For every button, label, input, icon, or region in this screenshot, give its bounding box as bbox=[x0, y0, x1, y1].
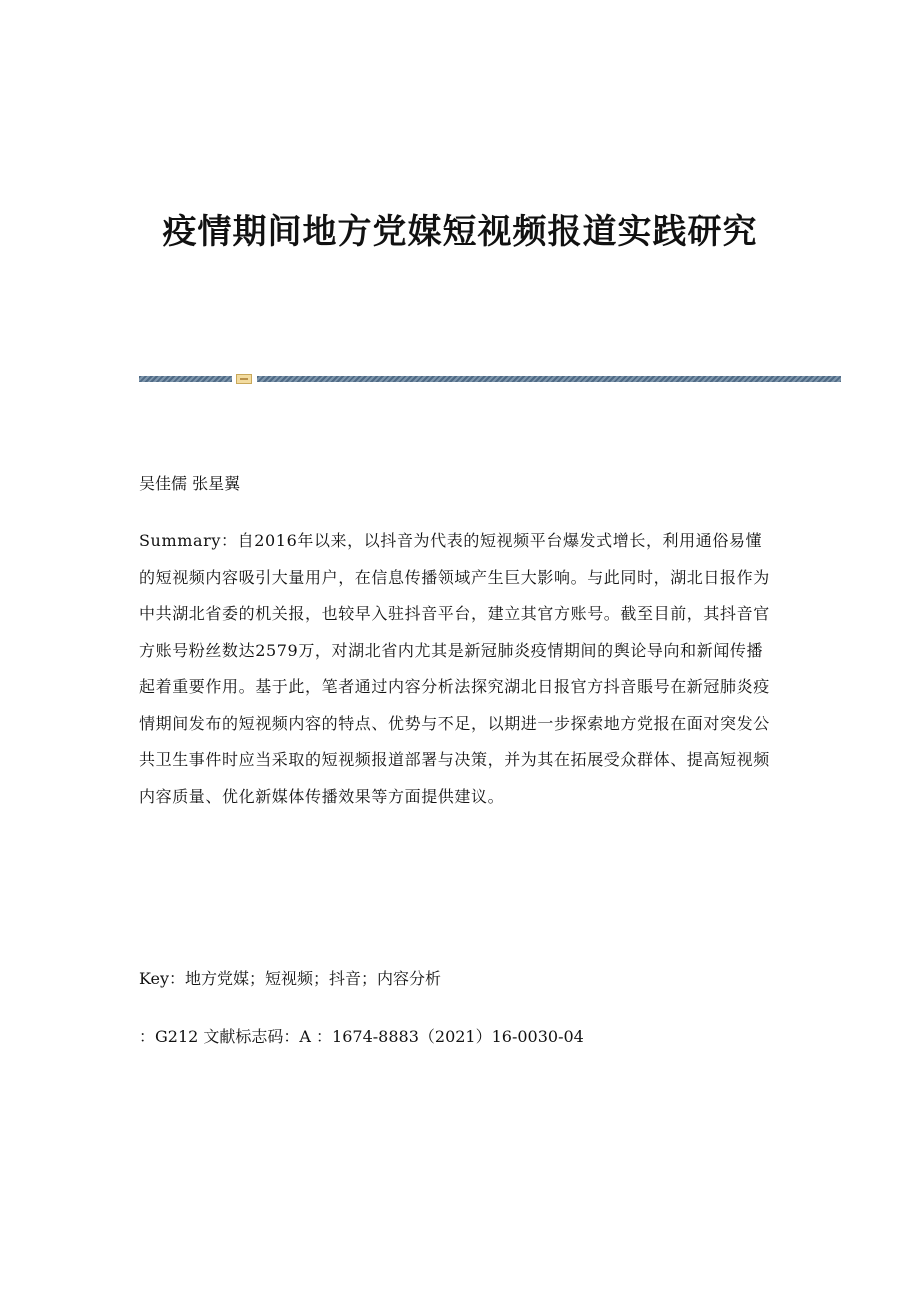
title-divider bbox=[139, 374, 841, 384]
summary-paragraph: Summary：自2016年以来，以抖音为代表的短视频平台爆发式增长，利用通俗易懂的短视频内容吸引大量用户，在信息传播领域产生巨大影响。与此同时，湖北日报作为中共湖北省委的机关报，也较早入驻抖音平台，建立其官方账号。截至目前，其抖音官方账号粉丝数达2579万，对湖北省内尤其是新冠肺炎疫情期间的舆论导向和新闻传播起着重要作用。基于此，笔者通过内容分析法探究湖北日报官方抖音賬号在新冠肺炎疫情期间发布的短视频内容的特点、优势与不足，以期进一步探索地方党报在面对突发公共卫生事件时应当采取的短视频报道部署与决策，并为其在拓展受众群体、提高短视频内容质量、优化新媒体传播效果等方面提供建议。 bbox=[139, 531, 770, 806]
divider-bar-right bbox=[257, 376, 841, 382]
divider-bar-left bbox=[139, 376, 232, 382]
divider-ornament-icon bbox=[236, 374, 252, 384]
author-line: 吴佳儒 张星翼 bbox=[139, 474, 241, 493]
keywords-line: Key：地方党媒；短视频；抖音；内容分析 bbox=[139, 969, 442, 988]
document-title: 疫情期间地方党媒短视频报道实践研究 bbox=[162, 212, 758, 252]
classification-line: ：G212 文献标志码：A ：1674-8883（2021）16-0030-04 bbox=[139, 1027, 584, 1046]
